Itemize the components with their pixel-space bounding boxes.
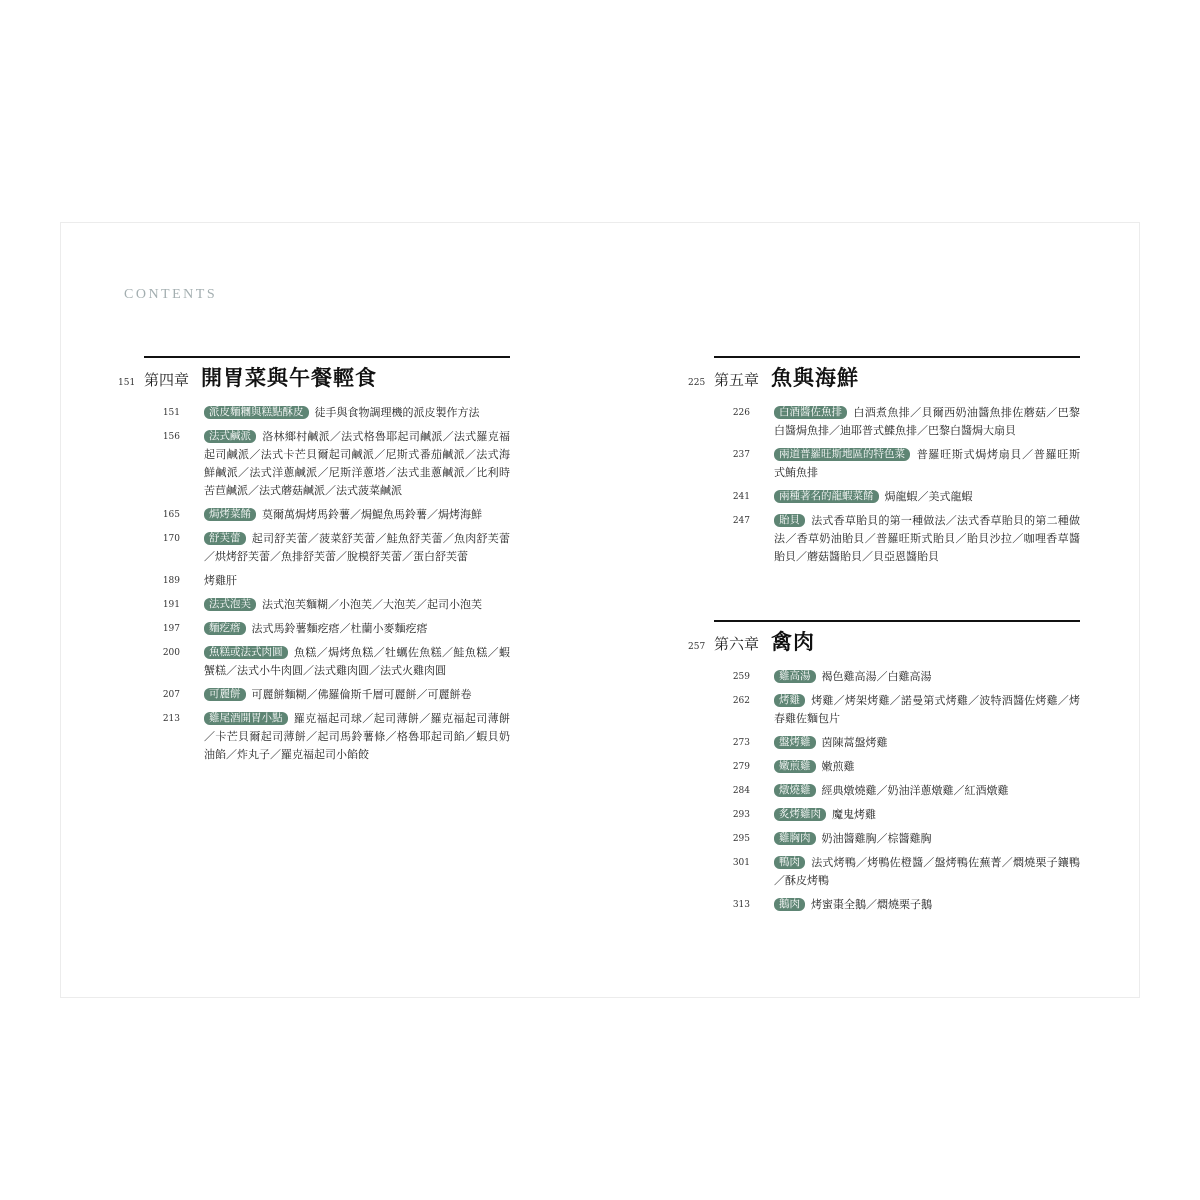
chapter-page-number: 151 [118,378,136,388]
toc-entry [118,572,510,590]
toc-entry [118,620,510,638]
chapter-rule [144,356,510,358]
chapter-rule [714,620,1080,622]
entry-recipes: 羅克福起司球／起司薄餅／羅克福起司薄餅／卡芒貝爾起司薄餅／起司馬鈴薯條／格魯耶起司餡／蝦貝奶油餡／炸丸子／羅克福起司小餡餃 [204,712,510,761]
entry-page-number: 273 [732,738,750,748]
chapter-5 [688,356,1080,566]
entry-recipes: 起司舒芙蕾／菠菜舒芙蕾／鮭魚舒芙蕾／魚肉舒芙蕾／烘烤舒芙蕾／魚排舒芙蕾／脫模舒芙蕾／蛋白舒芙蕾 [204,532,510,563]
chapter-6 [688,620,1080,914]
toc-entry [688,668,1080,686]
entry-recipes: 魔鬼烤雞 [832,808,876,821]
entry-page-number: 189 [162,576,180,586]
toc-entry [118,644,510,680]
section-tag: 燉燒雞 [774,784,816,797]
entry-recipes: 法式香草貽貝的第一種做法／法式香草貽貝的第二種做法／香草奶油貽貝／普羅旺斯式貽貝／貽貝沙拉／咖哩香草醬貽貝／蘑菇醬貽貝／貝亞恩醬貽貝 [774,514,1080,563]
contents-label: CONTENTS [124,287,218,302]
section-tag: 雞尾酒開胃小點 [204,712,288,725]
toc-entry [118,506,510,524]
entry-recipes: 徒手與食物調理機的派皮製作方法 [314,406,480,419]
section-tag: 可麗餅 [204,688,246,701]
toc-entry [688,734,1080,752]
entry-recipes: 經典燉燒雞／奶油洋蔥燉雞／紅酒燉雞 [821,784,1009,797]
chapter-title: 禽肉 [771,629,816,654]
toc-entry [688,896,1080,914]
toc-entry [688,782,1080,800]
entry-page-number: 226 [732,408,750,418]
section-tag: 兩種著名的龍蝦菜餚 [774,490,879,503]
chapter-label: 第六章 [714,635,760,653]
entry-body [774,734,1080,752]
entry-body [204,506,510,524]
section-tag: 麵疙瘩 [204,622,246,635]
section-tag: 盤烤雞 [774,736,816,749]
toc-entry [688,830,1080,848]
entry-body [204,404,510,422]
entry-page-number: 213 [162,714,180,724]
chapter-heading [688,626,1080,662]
entry-page-number: 151 [162,408,180,418]
toc-entry [118,710,510,764]
section-tag: 兩道普羅旺斯地區的特色菜 [774,448,910,461]
entry-recipes: 莫爾萬焗烤馬鈴薯／焗鯷魚馬鈴薯／焗烤海鮮 [262,508,482,521]
entry-body [204,620,510,638]
entry-recipes: 普羅旺斯式焗烤扇貝／普羅旺斯式鮪魚排 [774,448,1080,479]
entry-recipes: 法式烤鴨／烤鴨佐橙醬／盤烤鴨佐蕪菁／燜燒栗子鑲鴨／酥皮烤鴨 [774,856,1080,887]
entry-body [204,686,510,704]
toc-entry [688,488,1080,506]
entry-body [774,668,1080,686]
entry-page-number: 295 [732,834,750,844]
entry-recipes: 茵陳蒿盤烤雞 [821,736,888,749]
entry-page-number: 237 [732,450,750,460]
entry-page-number: 200 [162,648,180,658]
entry-recipes: 焗龍蝦／美式龍蝦 [884,490,973,503]
toc-entry [688,758,1080,776]
entry-recipes: 褐色雞高湯／白雞高湯 [821,670,932,683]
chapter-page-number: 225 [688,378,706,388]
chapter-label: 第五章 [714,371,760,389]
chapter-heading [118,362,510,398]
section-tag: 鵝肉 [774,898,805,911]
chapter-heading [688,362,1080,398]
entry-page-number: 293 [732,810,750,820]
entry-recipes: 嫩煎雞 [821,760,855,773]
entry-body [204,596,510,614]
entry-page-number: 301 [732,858,750,868]
entry-recipes: 法式馬鈴薯麵疙瘩／杜蘭小麥麵疙瘩 [251,622,428,635]
section-tag: 嫩煎雞 [774,760,816,773]
entry-page-number: 207 [162,690,180,700]
entry-page-number: 170 [162,534,180,544]
entry-recipes: 奶油醬雞胸／棕醬雞胸 [821,832,932,845]
section-tag: 貽貝 [774,514,805,527]
entry-page-number: 247 [732,516,750,526]
section-tag: 法式鹹派 [204,430,256,443]
chapter-4 [118,356,510,764]
entry-recipes: 白酒煮魚排／貝爾西奶油醬魚排佐蘑菇／巴黎白醬焗魚排／迪耶普式鰈魚排／巴黎白醬焗大扇貝 [774,406,1080,437]
toc-entry [688,446,1080,482]
chapter-page-number: 257 [688,642,706,652]
entry-body [774,446,1080,482]
entry-body [774,404,1080,440]
section-tag: 焗烤菜餚 [204,508,256,521]
entry-page-number: 279 [732,762,750,772]
entry-recipes: 法式泡芙麵糊／小泡芙／大泡芙／起司小泡芙 [262,598,482,611]
entry-body [774,896,1080,914]
chapter-title: 開胃菜與午餐輕食 [201,365,378,390]
entry-page-number: 262 [732,696,750,706]
section-tag: 法式泡芙 [204,598,256,611]
section-tag: 舒芙蕾 [204,532,246,545]
chapter-rule [714,356,1080,358]
chapter-label: 第四章 [144,371,190,389]
entry-body [774,782,1080,800]
entry-body [774,692,1080,728]
section-tag: 派皮麵糰與糕點酥皮 [204,406,309,419]
entry-body [774,854,1080,890]
entry-body [204,530,510,566]
entry-body [774,488,1080,506]
entry-page-number: 241 [732,492,750,502]
entry-recipes: 烤雞／烤架烤雞／諾曼第式烤雞／波特酒醬佐烤雞／烤春雞佐麵包片 [774,694,1080,725]
entry-body [774,512,1080,566]
entry-body [774,806,1080,824]
section-tag: 鴨肉 [774,856,805,869]
chapter-title: 魚與海鮮 [771,365,860,390]
entry-page-number: 259 [732,672,750,682]
entry-body [204,644,510,680]
entry-page-number: 191 [162,600,180,610]
section-tag: 烤雞 [774,694,805,707]
toc-entry [688,692,1080,728]
toc-entry [118,686,510,704]
entry-recipes: 烤雞肝 [204,574,237,587]
entry-body [204,710,510,764]
entry-recipes: 魚糕／焗烤魚糕／牡蠣佐魚糕／鮭魚糕／蝦蟹糕／法式小牛肉圓／法式雞肉圓／法式火雞肉圓 [204,646,510,677]
entry-page-number: 156 [162,432,180,442]
section-tag: 炙烤雞肉 [774,808,826,821]
toc-entry [688,404,1080,440]
toc-entry [118,428,510,500]
entry-body [774,830,1080,848]
entry-recipes: 可麗餅麵糊／佛羅倫斯千層可麗餅／可麗餅卷 [251,688,472,701]
entry-body [774,758,1080,776]
section-tag: 白酒醬佐魚排 [774,406,847,419]
toc-entry [118,404,510,422]
entry-page-number: 313 [732,900,750,910]
entry-body [204,428,510,500]
entry-recipes: 洛林鄉村鹹派／法式格魯耶起司鹹派／法式羅克福起司鹹派／法式卡芒貝爾起司鹹派／尼斯式番茄鹹派／法式海鮮鹹派／法式洋蔥鹹派／尼斯洋蔥塔／法式韭蔥鹹派／比利時苦苣鹹派／法式蘑菇鹹派／法式菠菜鹹派 [204,430,510,497]
toc-entry [118,596,510,614]
entry-page-number: 197 [162,624,180,634]
entry-page-number: 165 [162,510,180,520]
section-tag: 雞胸肉 [774,832,816,845]
entry-body [204,572,510,590]
entry-recipes: 烤蜜棗全鵝／燜燒栗子鵝 [811,898,932,911]
toc-entry [118,530,510,566]
section-tag: 魚糕或法式肉圓 [204,646,288,659]
entry-page-number: 284 [732,786,750,796]
section-tag: 雞高湯 [774,670,816,683]
toc-entry [688,806,1080,824]
toc-entry [688,854,1080,890]
toc-entry [688,512,1080,566]
